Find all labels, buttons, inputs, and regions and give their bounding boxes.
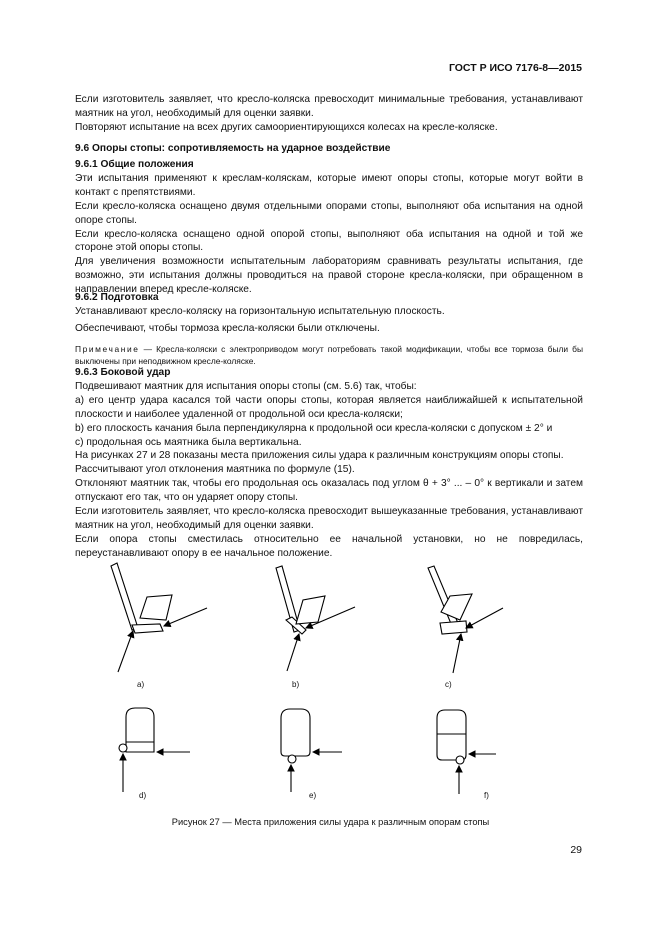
figure-label-b: b): [292, 680, 300, 689]
paragraph: Если изготовитель заявляет, что кресло-коляска превосходит вышеуказанные требования, устанавливают маятник на угол, необходимый для оценки заявки.: [75, 506, 583, 531]
paragraph: Эти испытания применяют к креслам-коляскам, которые имеют опоры стопы, которые могут войти в контакт с препятствиями.: [75, 172, 583, 198]
list-item: с) продольная ось маятника была вертикальна.: [75, 436, 302, 448]
paragraph: Устанавливают кресло-коляску на горизонтальную испытательную плоскость.: [75, 305, 445, 317]
section-title: 9.6 Опоры стопы: сопротивляемость на ударное воздействие: [75, 143, 391, 154]
figure-e-drawing: [281, 709, 342, 792]
document-header: ГОСТ Р ИСО 7176-8—2015: [448, 62, 582, 74]
paragraph: Отклоняют маятник так, чтобы его продольная ось оказалась под углом θ + 3° ... – 0° к вертикали и затем отпускают его так, что он ударяет опору стопы.: [75, 478, 583, 504]
paragraph: Если кресло-коляска оснащено двумя отдельными опорами стопы, выполняют оба испытания на одной опоре стопы.: [75, 200, 583, 226]
subsection-title: 9.6.3 Боковой удар: [75, 367, 171, 378]
paragraph: Рассчитывают угол отклонения маятника по формуле (15).: [75, 464, 355, 476]
figure-b-drawing: [276, 566, 355, 671]
list-item: а) его центр удара касался той части опоры стопы, которая является наиближайшей к испытательной плоскости и наиболее удаленной от продольной оси кресла-коляски;: [75, 394, 583, 420]
paragraph: Если изготовитель заявляет, что кресло-коляска превосходит минимальные требования, устанавливают маятник на угол, необходимый для оценки заявки.: [75, 94, 583, 119]
paragraph: Подвешивают маятник для испытания опоры стопы (см. 5.6) так, чтобы:: [75, 380, 417, 392]
subsection-title: 9.6.1 Общие положения: [75, 159, 194, 170]
paragraph: Повторяют испытание на всех других самоориентирующихся колесах на кресле-коляске.: [75, 121, 498, 133]
figure-d-drawing: [119, 708, 190, 792]
figure-label-f: f): [484, 791, 489, 800]
figure-f-drawing: [437, 710, 496, 794]
paragraph: Если кресло-коляска оснащено одной опорой стопы, выполняют оба испытания на одной и той же стороне этой опоры стопы.: [75, 228, 583, 254]
note-text: — Кресла-коляски с электроприводом могут потребовать такой модификации, чтобы все тормоза были бы выключены при неподвижном кресле-коляске.: [75, 343, 583, 366]
paragraph: Обеспечивают, чтобы тормоза кресла-коляски были отключены.: [75, 322, 380, 334]
note-label: Примечание: [75, 343, 140, 354]
list-item: b) его плоскость качания была перпендикулярна к продольной оси кресла-коляски с допуском ± 2° и: [75, 422, 553, 434]
figure-label-e: e): [309, 791, 317, 800]
paragraph: Для увеличения возможности испытательным лабораториям сравнивать результаты испытания, где возможно, эти испытания должны проводиться на правой стороне кресла-коляски, при обращенном в направлении вперед кресле-коляске.: [75, 256, 583, 296]
figure-caption: Рисунок 27 — Места приложения силы удара к различным опорам стопы: [171, 817, 490, 827]
figure-label-c: c): [445, 680, 452, 689]
subsection-title: 9.6.2 Подготовка: [75, 292, 159, 303]
figure-label-a: a): [137, 680, 145, 689]
page-number: 29: [570, 844, 582, 856]
figure-a-drawing: [111, 563, 207, 672]
paragraph: На рисунках 27 и 28 показаны места приложения силы удара к различным конструкциям опоры стопы.: [75, 450, 564, 462]
figure-c-drawing: [428, 566, 503, 673]
paragraph: Если опора стопы сместилась относительно ее начальной установки, но не повредилась, переустанавливают опору в ее начальное положение.: [75, 533, 583, 559]
figure-label-d: d): [139, 791, 147, 800]
